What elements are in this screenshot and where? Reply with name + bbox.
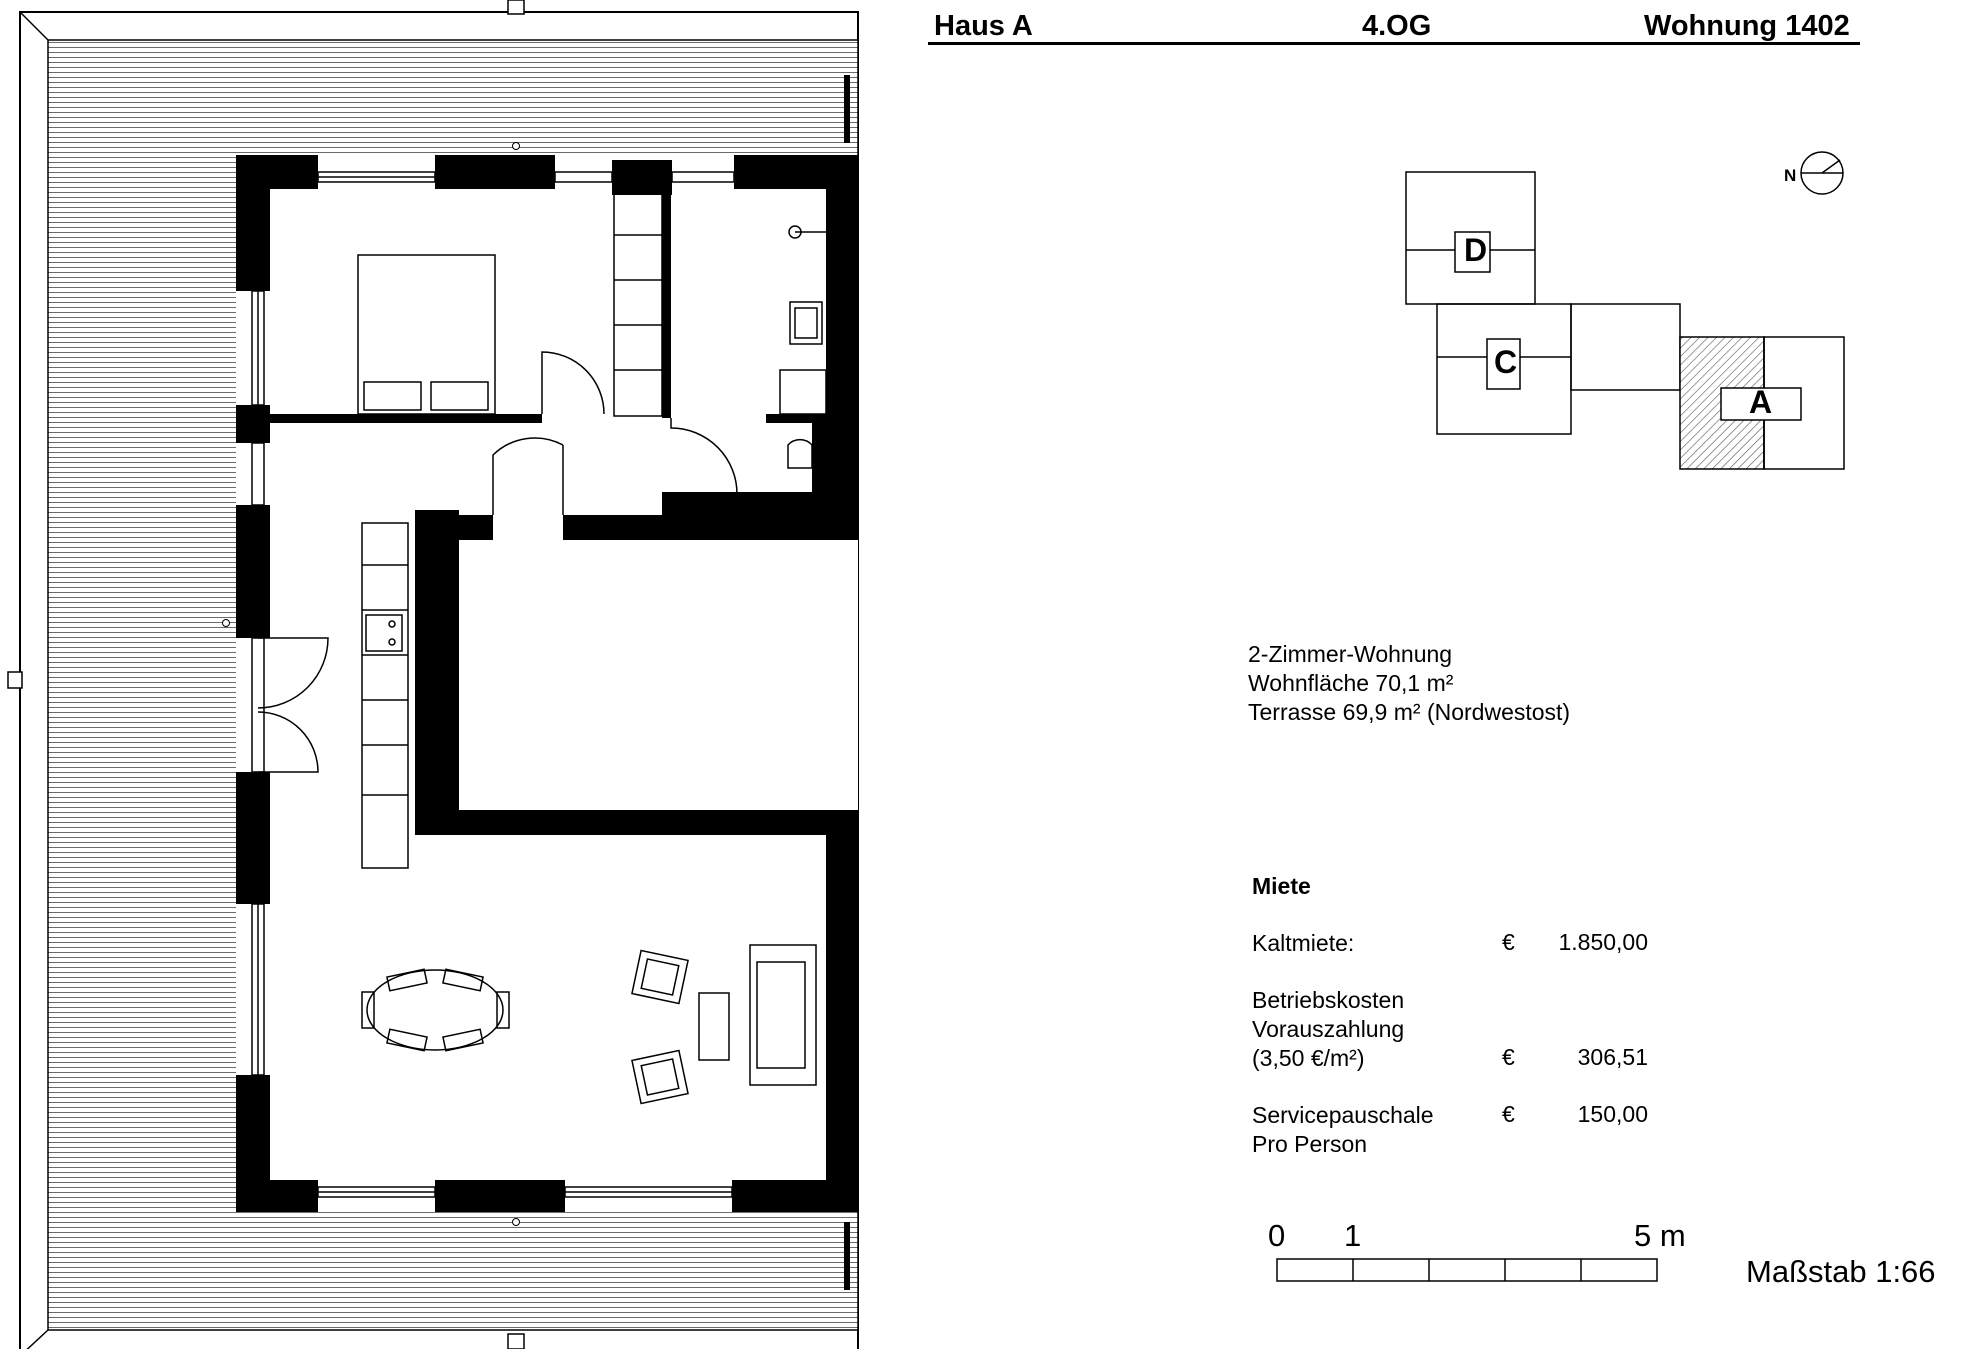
rent-currency: € [1502,1101,1515,1127]
scale-bar [1277,1259,1657,1281]
north-label: N [1784,166,1797,185]
scale-tick-5: 5 m [1634,1218,1686,1253]
scale-label: Maßstab 1:66 [1746,1254,1936,1289]
rent-currency: € [1502,929,1515,955]
living-area: Wohnfläche 70,1 m² [1248,670,1454,696]
rent-label-service: Servicepauschale [1252,1102,1434,1128]
scale-tick-0: 0 [1268,1218,1286,1253]
scale-tick-1: 1 [1344,1218,1362,1253]
building-label-c: C [1494,344,1518,380]
rent-currency: € [1502,1044,1515,1070]
rent-amount-kaltmiete: 1.850,00 [1558,929,1648,955]
apartment-type: 2-Zimmer-Wohnung [1248,641,1453,667]
terrace-area: Terrasse 69,9 m² (Nordwestost) [1248,699,1571,725]
connector-cd-a [1571,304,1680,390]
rent-label-kaltmiete: Kaltmiete: [1252,930,1355,956]
rent-label-vorauszahlung: Vorauszahlung [1252,1016,1405,1042]
rent-label-per-person: Pro Person [1252,1131,1368,1157]
header-underline [928,42,1860,45]
building-label-d: D [1464,232,1488,268]
rent-label-betriebskosten: Betriebskosten [1252,987,1405,1013]
rent-label-rate: (3,50 €/m²) [1252,1045,1365,1071]
site-plan [1406,152,1844,469]
rent-amount-service: 150,00 [1577,1101,1648,1127]
unit-title: Wohnung 1402 [1644,10,1850,42]
rent-title: Miete [1252,873,1311,899]
house-title: Haus A [934,10,1033,42]
rent-amount-betriebskosten: 306,51 [1577,1044,1648,1070]
apartment-interior [236,155,858,1212]
floor-title: 4.OG [1362,10,1432,42]
building-label-a: A [1749,384,1773,420]
